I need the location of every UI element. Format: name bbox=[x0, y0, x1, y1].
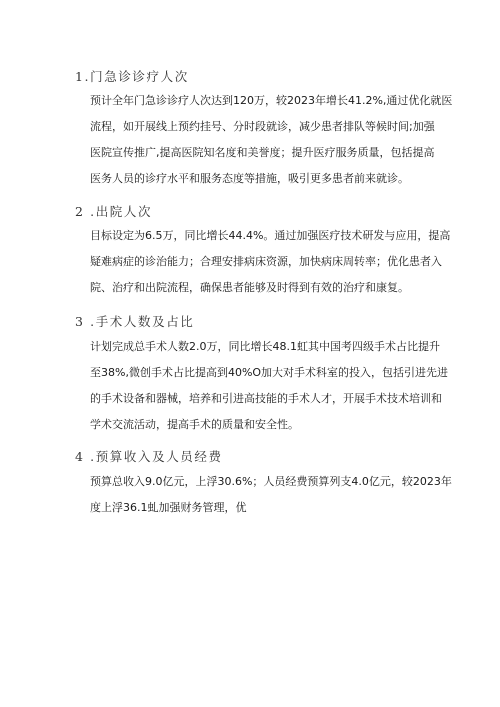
section-paragraph bbox=[90, 334, 449, 438]
paragraph-line: 院、治疗和出院流程，确保患者能够及时得到有效的治疗和康复。 bbox=[90, 281, 409, 294]
paragraph-line: 医务人员的诊疗水平和服务态度等措施，吸引更多患者前来就诊。 bbox=[90, 172, 409, 185]
paragraph-line: 医院宣传推广,提高医院知名度和美誉度；提升医疗服务质量，包括提高 bbox=[90, 146, 435, 159]
paragraph-line: 度上浮36.1虬加强财务管理，优 bbox=[90, 501, 247, 514]
section-heading: 3 .手术人数及占比 bbox=[75, 314, 195, 329]
paragraph-line: 的手术设备和器械，培养和引进高技能的手术人才，开展手术技术培训和 bbox=[90, 392, 442, 405]
section-paragraph bbox=[90, 469, 452, 521]
section-heading: 2 .出院人次 bbox=[75, 204, 153, 219]
paragraph-line: 预计全年门急诊诊疗人次达到120万，较2023年增长41.2%,通过优化就医 bbox=[90, 94, 453, 107]
paragraph-line: 预算总收入9.0亿元，上浮30.6%；人员经费预算列支4.0亿元，较2023年 bbox=[90, 475, 452, 488]
section-heading: 1.门急诊诊疗人次 bbox=[75, 69, 189, 84]
paragraph-line: 目标设定为6.5万，同比增长44.4%。通过加强医疗技术研发与应用，提高 bbox=[90, 229, 451, 242]
paragraph-line: 计划完成总手术人数2.0万，同比增长48.1虹其中国考四级手术占比提升 bbox=[90, 340, 440, 353]
section-paragraph bbox=[90, 88, 453, 192]
paragraph-line: 至38%,微创手术占比提高到40%O加大对手术科室的投入，包括引进先进 bbox=[90, 366, 449, 379]
paragraph-line: 流程，如开展线上预约挂号、分时段就诊，减少患者排队等候时间;加强 bbox=[90, 120, 435, 133]
paragraph-line: 学术交流活动，提高手术的质量和安全性。 bbox=[90, 418, 299, 431]
paragraph-line: 疑难病症的诊治能力；合理安排病床资源，加快病床周转率；优化患者入 bbox=[90, 255, 442, 268]
section-paragraph bbox=[90, 223, 451, 301]
section-heading: 4 .预算收入及人员经费 bbox=[75, 449, 223, 464]
